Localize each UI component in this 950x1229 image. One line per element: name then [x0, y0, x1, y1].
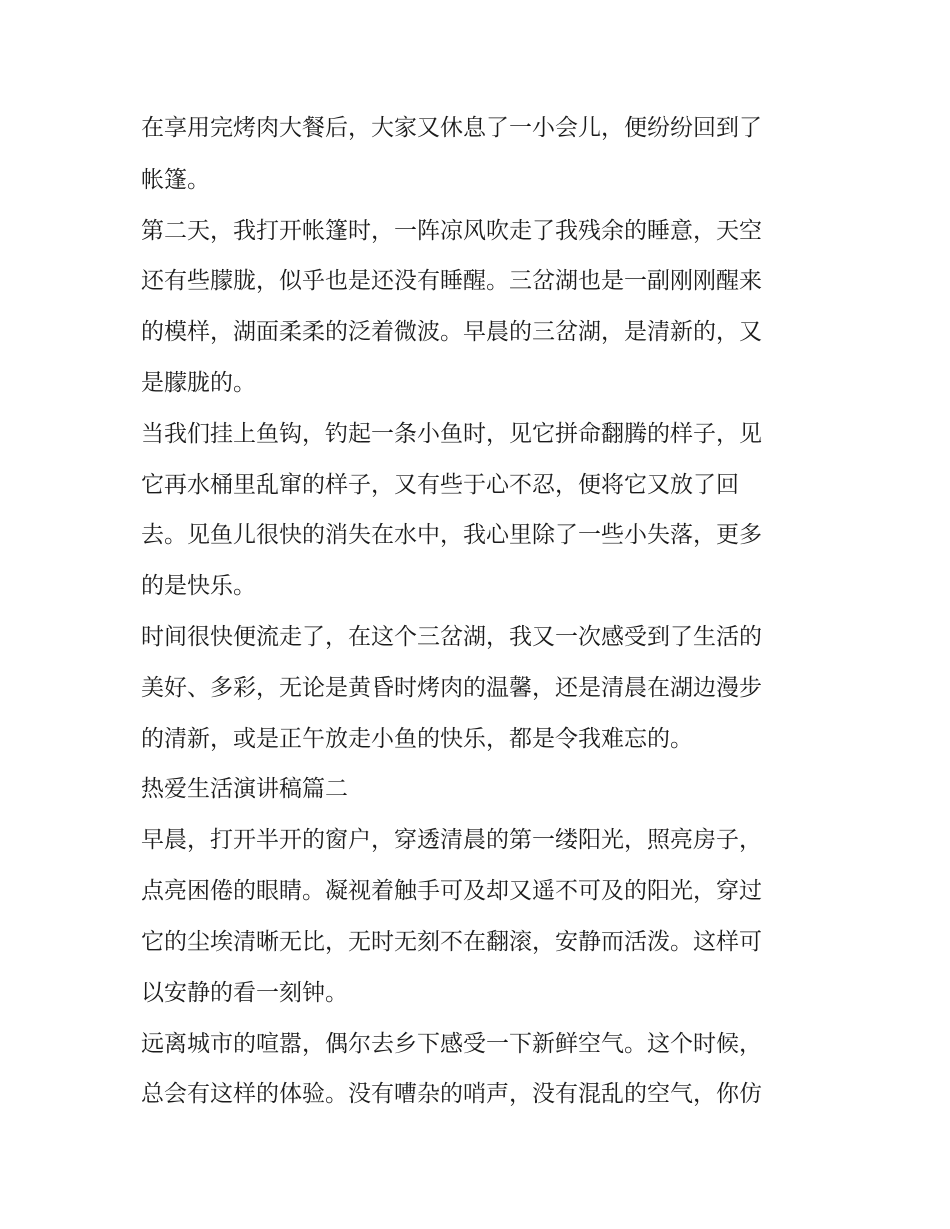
text-line: 第二天，我打开帐篷时，一阵凉风吹走了我残余的睡意，天空	[141, 218, 762, 244]
text-line: 点亮困倦的眼睛。凝视着触手可及却又遥不可及的阳光，穿过	[141, 878, 762, 904]
text-line: 去。见鱼儿很快的消失在水中，我心里除了一些小失落，更多	[141, 522, 762, 548]
text-line: 美好、多彩，无论是黄昏时烤肉的温馨，还是清晨在湖边漫步	[141, 675, 762, 701]
text-line: 是朦胧的。	[141, 370, 256, 396]
text-line: 早晨，打开半开的窗户，穿透清晨的第一缕阳光，照亮房子，	[141, 827, 762, 853]
text-line: 以安静的看一刻钟。	[141, 980, 348, 1006]
text-line: 当我们挂上鱼钩，钓起一条小鱼时，见它拼命翻腾的样子，见	[141, 421, 762, 447]
text-line: 的清新，或是正午放走小鱼的快乐，都是令我难忘的。	[141, 726, 693, 752]
text-line: 在享用完烤肉大餐后，大家又休息了一小会儿，便纷纷回到了	[141, 115, 762, 141]
text-line: 总会有这样的体验。没有嘈杂的哨声，没有混乱的空气，你仿	[141, 1081, 762, 1107]
text-line: 它的尘埃清晰无比，无时无刻不在翻滚，安静而活泼。这样可	[141, 929, 762, 955]
text-line: 还有些朦胧，似乎也是还没有睡醒。三岔湖也是一副刚刚醒来	[141, 268, 762, 294]
text-line: 它再水桶里乱窜的样子，又有些于心不忍，便将它又放了回	[141, 472, 739, 498]
text-line: 远离城市的喧嚣，偶尔去乡下感受一下新鲜空气。这个时候，	[141, 1031, 762, 1057]
text-line: 时间很快便流走了，在这个三岔湖，我又一次感受到了生活的	[141, 624, 762, 650]
text-line: 的模样，湖面柔柔的泛着微波。早晨的三岔湖，是清新的，又	[141, 319, 762, 345]
text-line: 的是快乐。	[141, 573, 256, 599]
text-line: 帐篷。	[141, 167, 210, 193]
section-heading: 热爱生活演讲稿篇二	[141, 776, 348, 802]
